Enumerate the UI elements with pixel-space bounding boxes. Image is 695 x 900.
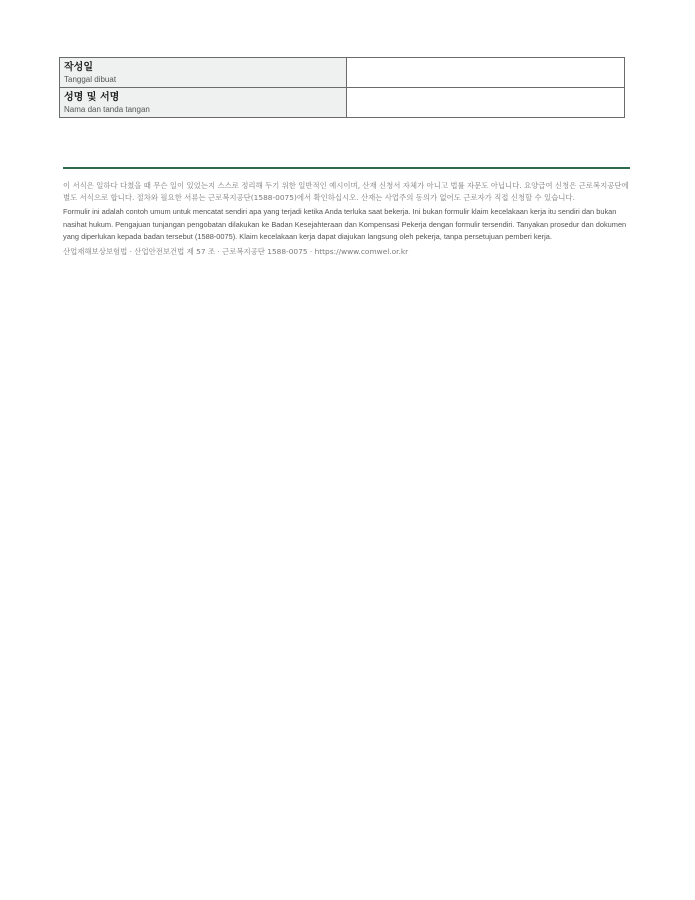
name-signature-row [60,88,625,118]
date-label-cell [60,58,347,88]
legal-reference: 산업재해보상보험법 · 산업안전보건법 제 57 조 · 근로복지공단 1588-0075 · https://www.comwel.or.kr [63,246,409,256]
name-signature-label-cell [60,88,347,118]
date-label-indonesian: Tanggal dibuat [64,75,117,84]
name-signature-field[interactable] [347,88,625,118]
date-label-korean: 작성일 [64,62,93,73]
footer-notes [63,180,630,258]
date-row [60,58,625,88]
name-signature-label-indonesian: Nama dan tanda tangan [64,105,150,114]
disclaimer-indonesian: Formulir ini adalah contoh umum untuk mencatat sendiri apa yang terjadi ketika Anda terluka saat bekerja. Ini bukan formulir klaim kecelakaan kerja itu sendiri dan bukan nasihat hukum. Pengajuan tunjangan pengobatan dilakukan ke Badan Kesejahteraan dan Kompensasi Pekerja dengan formulir tersendiri. Tanyakan prosedur dan dokumen yang diperlukan kepada badan tersebut (1588-0075). Klaim kecelakaan kerja dapat diajukan langsung oleh pekerja, tanpa persetujuan pemberi kerja. [63,207,627,241]
signature-table [59,57,625,118]
date-field[interactable] [347,58,625,88]
section-divider [63,167,630,169]
disclaimer-korean: 이 서식은 일하다 다쳤을 때 무슨 일이 있었는지 스스로 정리해 두기 위한 일반적인 예시이며, 산재 신청서 자체가 아니고 법률 자문도 아닙니다. 요양급여 신청은 근로복지공단에 별도 서식으로 합니다. 절차와 필요한 서류는 근로복지공단(1588-0075)에서 확인하십시오. 산재는 사업주의 동의가 없어도 근로자가 직접 신청할 수 있습니다. [63,181,629,202]
name-signature-label-korean: 성명 및 서명 [64,92,120,103]
